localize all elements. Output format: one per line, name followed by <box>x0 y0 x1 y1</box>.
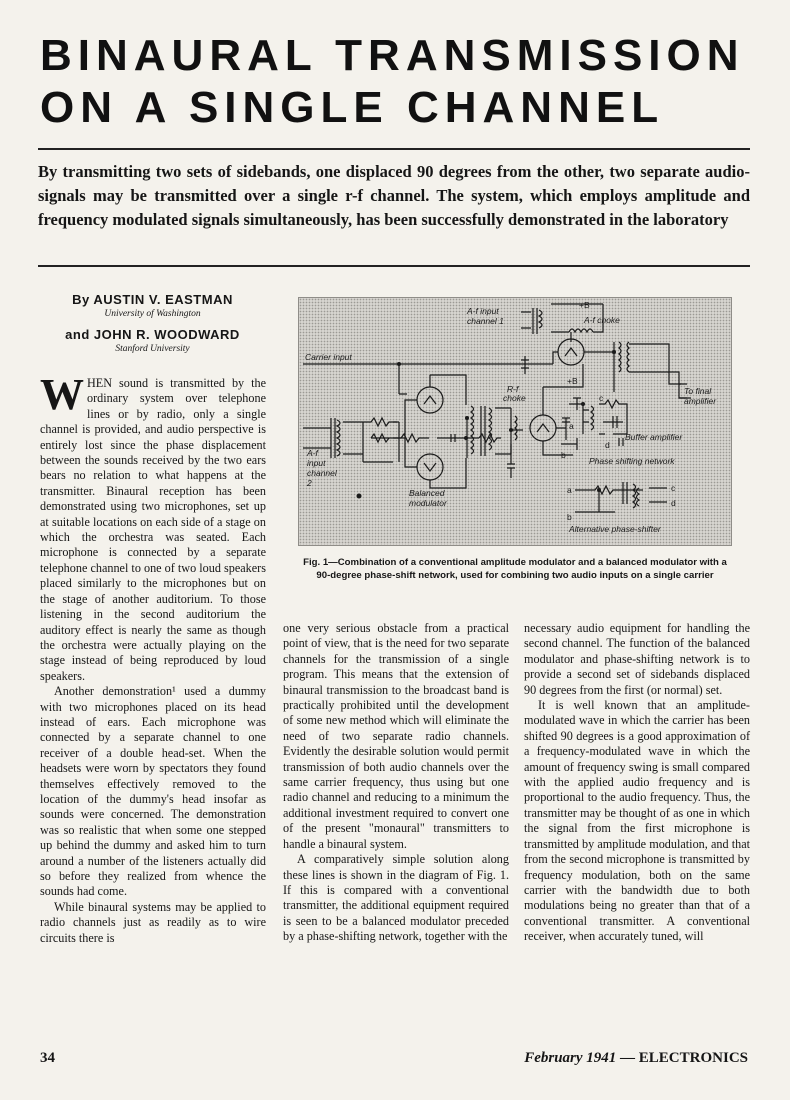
label-buffer-amplifier: Buffer amplifier <box>625 432 683 442</box>
label-af-input-2-input: input <box>307 458 326 468</box>
footer-separator: — <box>616 1050 639 1066</box>
label-to-final-amplifier: amplifier <box>684 396 717 406</box>
schematic-svg <box>299 298 731 545</box>
article-title <box>40 30 750 134</box>
label-af-input-1: A-f input <box>467 306 499 316</box>
paragraph: While binaural systems may be applied to radio channels just as readily as to wire circuits there is <box>40 899 266 945</box>
node-a-alt: a <box>567 485 572 495</box>
label-plus-b-mid: +B <box>567 376 578 386</box>
running-footer <box>524 1050 748 1067</box>
label-af-choke: A-f choke <box>584 315 620 325</box>
label-af-input-2: A-f <box>307 448 318 458</box>
label-rf-choke-2: choke <box>503 393 526 403</box>
paragraph: one very serious obstacle from a practical point of view, that is the need for two separate channels for the transmission of a single program. This means that the extension of binaural transmission to the broadcast band is practically prohibited until the development of some new method which will eliminate the need of two separate radio channels. Evidently the desirable solution would permit transmission of both audio channels over the same carrier frequency, thus using but one radio channel and reducing to a minimum the additional investment required to convert one of the present "monaural" transmitters to handle a binaural system. <box>283 621 509 851</box>
node-b-alt: b <box>567 512 572 522</box>
node-d: d <box>605 440 610 450</box>
label-phase-network: Phase shifting network <box>589 456 675 466</box>
label-to-final: To final <box>684 386 712 396</box>
top-rule <box>38 148 750 150</box>
label-af-input-2-number: 2 <box>307 478 312 488</box>
label-af-input-1-channel: channel 1 <box>467 316 504 326</box>
label-af-input-2-channel: channel <box>307 468 337 478</box>
affiliation-1: University of Washington <box>104 309 201 319</box>
abstract-rule <box>38 265 750 267</box>
node-c-alt: c <box>671 483 676 493</box>
node-b: b <box>561 450 566 460</box>
circuit-wiring <box>303 304 691 512</box>
node-a: a <box>569 421 574 431</box>
column-1 <box>40 370 266 946</box>
paragraph: A comparatively simple solution along these lines is shown in the diagram of Fig. 1. If this is compared with a conventional transmitter, the additional equipment required is seen to be a balanced modulator preceded by a phase-shifting network, together with the <box>283 852 509 944</box>
column-2 <box>283 621 509 945</box>
page-number: 34 <box>40 1050 55 1066</box>
issue-date: February 1941 <box>524 1050 617 1066</box>
label-modulator: modulator <box>409 498 447 508</box>
figure-caption: Fig. 1—Combination of a conventional amplitude modulator and a balanced modulator with a 90-degree phase-shift network, used for combining two audio inputs on a single carrier <box>303 557 727 581</box>
paragraph <box>40 370 266 684</box>
column-3 <box>524 621 750 945</box>
byline <box>40 292 265 362</box>
title-line-1: BINAURAL TRANSMISSION <box>40 31 745 80</box>
drop-cap: W <box>40 370 84 419</box>
node-d-alt: d <box>671 498 676 508</box>
paragraph: It is well known that an amplitude-modulated wave in which the carrier has been shifted 90 degrees is a good approximation of a frequency-modulated wave in which the amount of frequency swing is small compared with the applied audio frequency and is proportional to the audio frequency. Thus, the transmitter may be thought of as one in which the signal from the first microphone is transmitted by amplitude modulation, and that from the second microphone is transmitted by frequency modulation, both on the same carrier with the bandwidth due to both modulations being no greater than that of a conventional transmitter. A conventional receiver, when accurately tuned, will <box>524 698 750 944</box>
node-c: c <box>599 393 604 403</box>
magazine-name: ELECTRONICS <box>638 1050 748 1066</box>
label-plus-b-top: +B <box>579 300 590 310</box>
paragraph-text: HEN sound is transmitted by the ordinary system over telephone lines or by radio, only a single channel is provided, and audio perspective is entirely lost since the phase displacement between the sounds received by the two ears bears no relation to what happens at the transmitter. Binaural reception has been demonstrated using two microphones, set up at suitable locations on each side of a stage on which the orchestra was seated. Each microphone is connected by a separate telephone channel to one of two loud speakers placed similarly to the microphones but on the stage of another auditorium. To those listening in the second auditorium the auditory effect is nearly the same as though the orchestra were actually playing on the stage instead of being reproduced by loud speakers. <box>40 376 266 683</box>
author-1: By AUSTIN V. EASTMAN <box>72 292 233 307</box>
title-line-2: ON A SINGLE CHANNEL <box>40 83 665 132</box>
paragraph: Another demonstration¹ used a dummy with two microphones placed on its head instead of ears. Each microphone was connected by a separate channel to one receiver of a double head-set. When the headsets were worn by spectators they found themselves effectively removed to the location of the dummy's head insofar as sounds were concerned. The demonstration was so realistic that when some one stepped up behind the dummy and asked him to turn around a number of the listeners actually did so before they realized from whence the sounds had come. <box>40 684 266 899</box>
label-balanced: Balanced <box>409 488 445 498</box>
abstract: By transmitting two sets of sidebands, one displaced 90 degrees from the other, two separate audio-signals may be transmitted over a single r-f channel. The system, which employs amplitude and frequency modulated signals simultaneously, has been successfully demonstrated in the laboratory <box>38 162 750 229</box>
paragraph: necessary audio equipment for handling the second channel. The function of the balanced modulator and phase-shifting network is to provide a second set of sidebands displaced 90 degrees from the first (or normal) set. <box>524 621 750 697</box>
label-rf-choke: R-f <box>507 384 519 394</box>
author-2: and JOHN R. WOODWARD <box>65 327 240 342</box>
label-alternative-phase-shifter: Alternative phase-shifter <box>569 524 661 534</box>
label-carrier-input: Carrier input <box>305 352 352 362</box>
circuit-diagram <box>298 297 732 546</box>
node-dots <box>357 350 617 499</box>
affiliation-2: Stanford University <box>115 344 190 354</box>
